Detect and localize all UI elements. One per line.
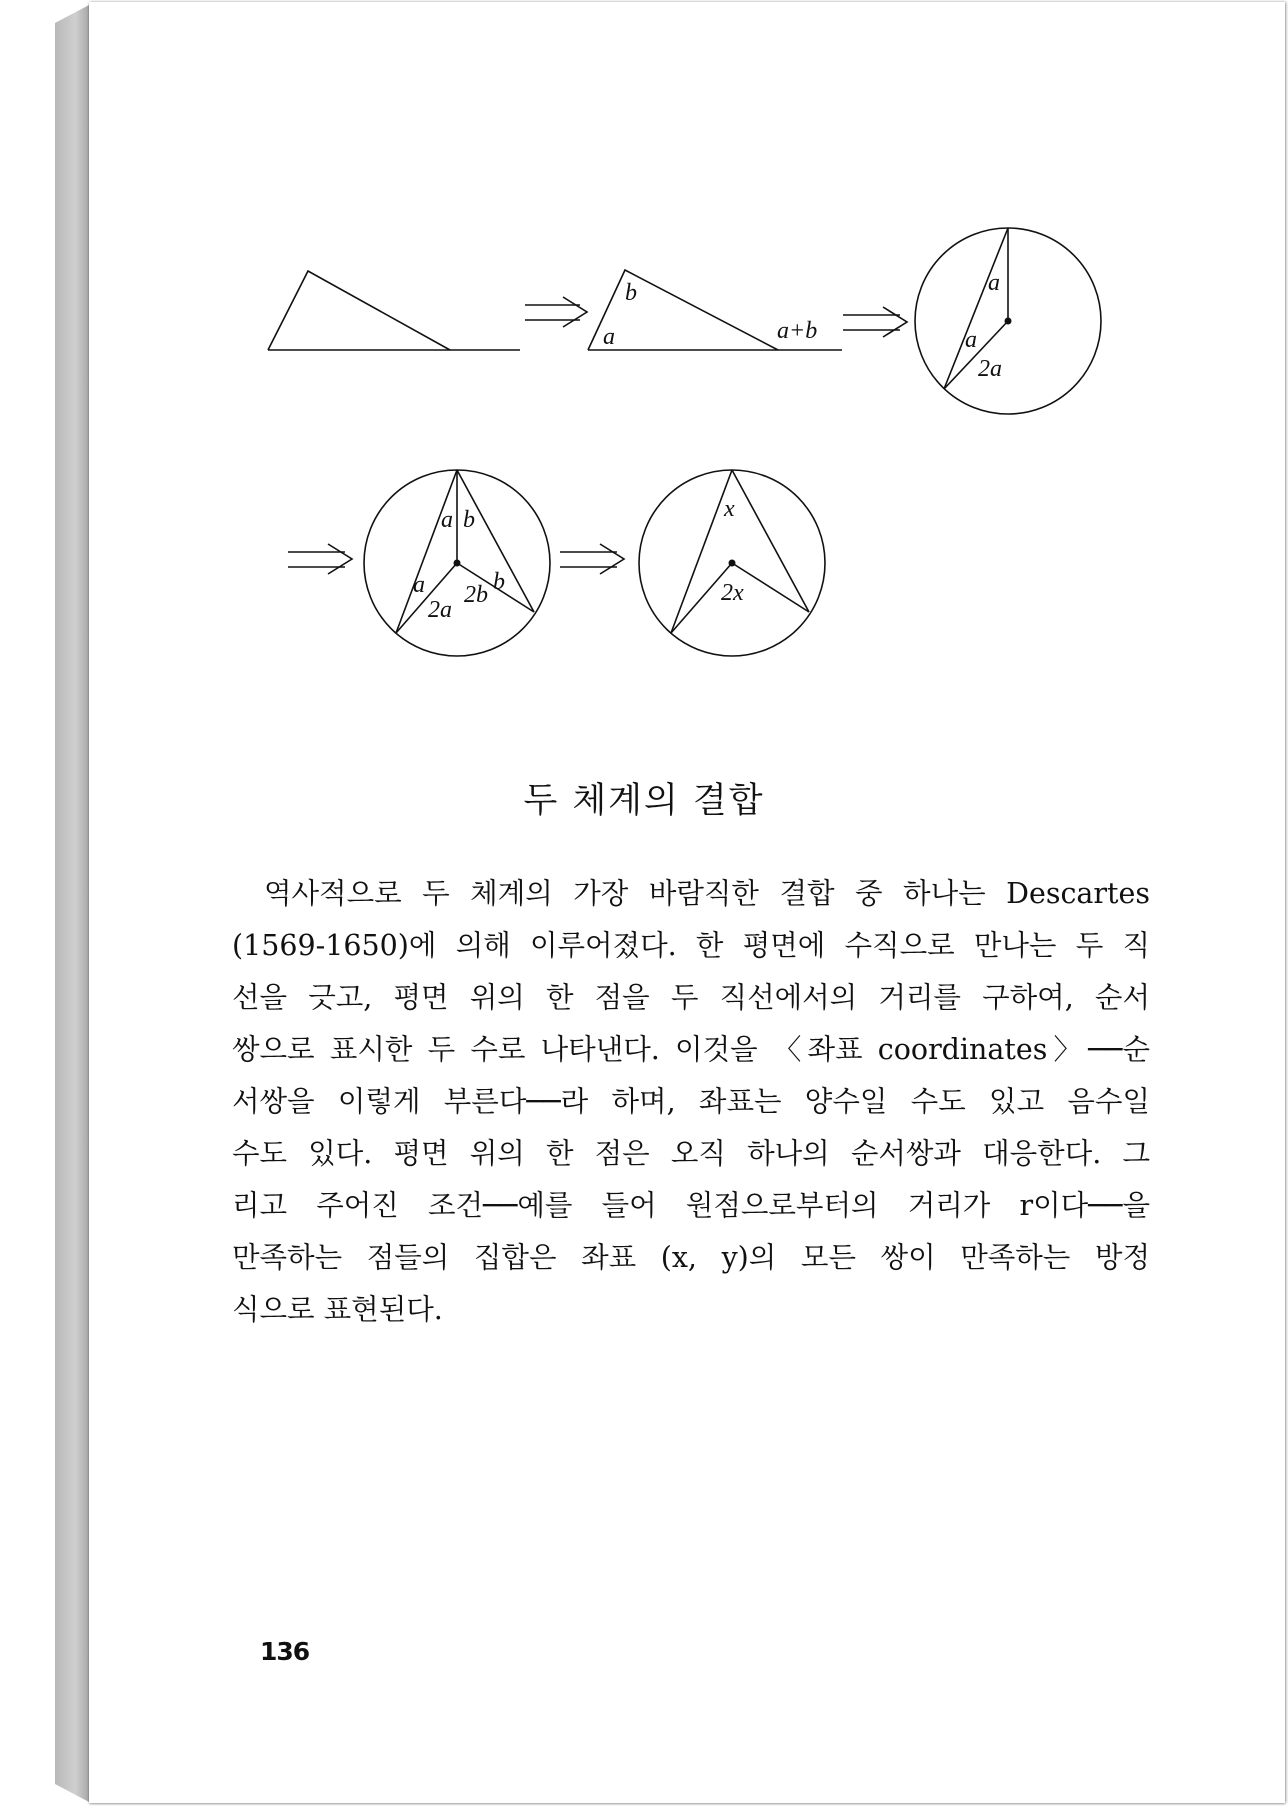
label-step2-b: b bbox=[625, 280, 637, 306]
implies-arrow-3 bbox=[288, 544, 352, 574]
label-step4-a: a bbox=[441, 507, 453, 533]
paragraph-line: 쌍으로 표시한 두 수로 나타낸다. 이것을 〈좌표 coordinates〉──순 bbox=[232, 1033, 1150, 1066]
section-heading: 두 체계의 결합 bbox=[523, 781, 765, 821]
implies-arrow-4 bbox=[560, 544, 624, 574]
label-step3-top-a: a bbox=[988, 270, 1000, 296]
label-step4-2b: 2b bbox=[464, 582, 488, 608]
label-step4-left-a: a bbox=[413, 572, 425, 598]
paragraph-line: 서쌍을 이렇게 부른다──라 하며, 좌표는 양수일 수도 있고 음수일 bbox=[232, 1085, 1150, 1118]
geometry-figure bbox=[0, 0, 1288, 700]
label-step3-mid-a: a bbox=[965, 327, 977, 353]
figure-step4-center-point bbox=[454, 560, 461, 567]
implies-arrow-1 bbox=[525, 297, 587, 327]
paragraph-line: (1569-1650)에 의해 이루어졌다. 한 평면에 수직으로 만나는 두 직 bbox=[232, 929, 1150, 962]
figure-step3-center-point bbox=[1005, 318, 1012, 325]
figure-step5-center-point bbox=[729, 560, 736, 567]
body-paragraph bbox=[232, 868, 1150, 1336]
paragraph-line: 만족하는 점들의 집합은 좌표 (x, y)의 모든 쌍이 만족하는 방정 bbox=[232, 1241, 1150, 1274]
label-step2-a-plus-b: a+b bbox=[777, 318, 818, 344]
label-step4-b: b bbox=[463, 507, 475, 533]
label-step3-2a: 2a bbox=[978, 356, 1002, 382]
label-step4-right-b: b bbox=[493, 569, 505, 595]
label-step5-2x: 2x bbox=[721, 580, 744, 606]
implies-arrow-2 bbox=[843, 307, 907, 337]
paragraph-line: 식으로 표현된다. bbox=[232, 1293, 443, 1326]
label-step5-x: x bbox=[724, 496, 735, 522]
figure-step1-triangle bbox=[268, 271, 520, 350]
label-step4-2a: 2a bbox=[428, 597, 452, 623]
paragraph-line: 역사적으로 두 체계의 가장 바람직한 결합 중 하나는 Descartes bbox=[264, 877, 1150, 910]
paragraph-line: 리고 주어진 조건──예를 들어 원점으로부터의 거리가 r이다──을 bbox=[232, 1189, 1150, 1222]
paragraph-line: 수도 있다. 평면 위의 한 점은 오직 하나의 순서쌍과 대응한다. 그 bbox=[232, 1137, 1150, 1170]
paragraph-line: 선을 긋고, 평면 위의 한 점을 두 직선에서의 거리를 구하여, 순서 bbox=[232, 981, 1150, 1014]
page-number: 136 bbox=[260, 1637, 310, 1666]
label-step2-a: a bbox=[603, 324, 615, 350]
